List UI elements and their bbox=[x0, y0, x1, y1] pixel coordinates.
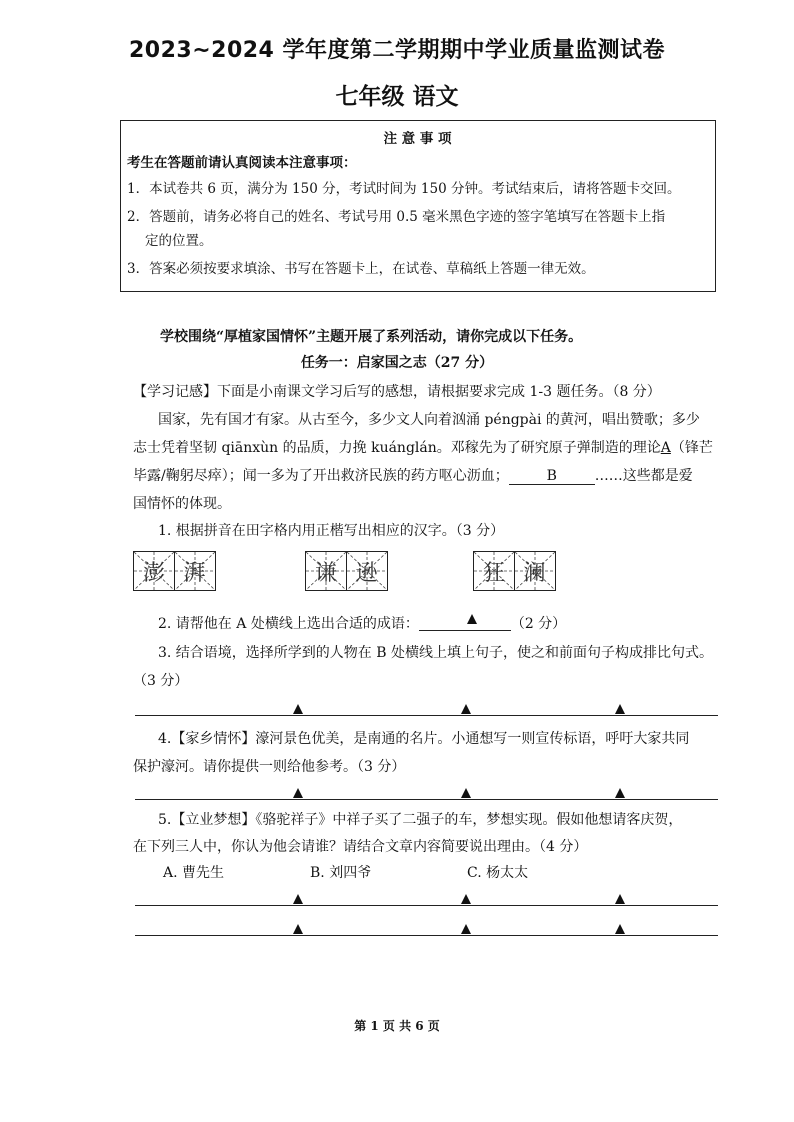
tianzige-cell[interactable] bbox=[174, 551, 216, 591]
question-4-cont: 保护濠河。请你提供一则给他参考。（3 分） bbox=[133, 759, 406, 775]
passage-line-2-tail: （锋芒 bbox=[670, 440, 713, 456]
handwritten-char: 湃 bbox=[183, 560, 206, 586]
task1-title: 任务一：启家国之志（27 分） bbox=[300, 355, 494, 371]
passage-line-2-text: 志士凭着坚韧 qiānxùn 的品质，力挽 kuánglán。邓稼先为了研究原子弹制造的理论 bbox=[133, 440, 661, 456]
question-3-score: （3 分） bbox=[133, 673, 189, 689]
answer-marker-icon bbox=[293, 704, 303, 714]
tianzige-cell[interactable] bbox=[346, 551, 388, 591]
answer-marker-icon bbox=[461, 704, 471, 714]
tianzige-group-3 bbox=[473, 551, 554, 591]
question-1: 1. 根据拼音在田字格内用正楷写出相应的汉字。（3 分） bbox=[158, 523, 505, 539]
answer-marker-icon bbox=[615, 894, 625, 904]
option-c: C. 杨太太 bbox=[467, 865, 529, 881]
notice-item-2: 2．答题前，请务必将自己的姓名、考试号用 0.5 毫米黑色字迹的签字笔填写在答题卡上指 bbox=[127, 209, 666, 225]
tianzige-cell[interactable] bbox=[473, 551, 515, 591]
answer-line-q4[interactable] bbox=[135, 799, 718, 800]
question-4: 4.【家乡情怀】濠河景色优美，是南通的名片。小通想写一则宣传标语，呼吁大家共同 bbox=[158, 731, 690, 747]
answer-line-q5-2[interactable] bbox=[135, 935, 718, 936]
notice-intro: 考生在答题前请认真阅读本注意事项： bbox=[127, 155, 357, 171]
handwritten-char: 谦 bbox=[314, 560, 337, 586]
passage-line-3 bbox=[133, 465, 693, 485]
notice-title: 注 意 事 项 bbox=[383, 131, 452, 147]
option-b: B. 刘四爷 bbox=[310, 865, 372, 881]
handwritten-char: 澎 bbox=[142, 560, 165, 586]
answer-marker-icon bbox=[293, 924, 303, 934]
handwritten-char: 澜 bbox=[523, 560, 546, 586]
blank-a-mark: A bbox=[660, 440, 671, 456]
answer-marker-icon bbox=[467, 614, 477, 624]
tianzige-group-2 bbox=[305, 551, 386, 591]
answer-marker-icon bbox=[293, 788, 303, 798]
passage-line-4: 国情怀的体现。 bbox=[133, 496, 231, 512]
passage-line-2 bbox=[133, 437, 713, 457]
question-2-text: 2. 请帮他在 A 处横线上选出合适的成语： bbox=[158, 616, 419, 632]
answer-blank-a[interactable] bbox=[419, 616, 511, 631]
answer-marker-icon bbox=[461, 788, 471, 798]
intro-line: 学校围绕“厚植家国情怀”主题开展了系列活动，请你完成以下任务。 bbox=[160, 329, 583, 345]
tianzige-cell[interactable] bbox=[305, 551, 347, 591]
tianzige-group-1 bbox=[133, 551, 214, 591]
answer-line-q5-1[interactable] bbox=[135, 905, 718, 906]
answer-marker-icon bbox=[615, 924, 625, 934]
exam-title: 2023~2024 学年度第二学期期中学业质量监测试卷 bbox=[128, 38, 666, 63]
answer-marker-icon bbox=[293, 894, 303, 904]
passage-line-3-tail: ……这些都是爱 bbox=[594, 468, 693, 484]
question-3: 3. 结合语境，选择所学到的人物在 B 处横线上填上句子，使之和前面句子构成排比句式。 bbox=[158, 645, 713, 661]
option-a: A. 曹先生 bbox=[163, 865, 225, 881]
answer-line-q3[interactable] bbox=[135, 715, 718, 716]
blank-b: B bbox=[509, 468, 595, 485]
handwritten-char: 逊 bbox=[355, 560, 378, 586]
question-2-score: （2 分） bbox=[510, 616, 567, 632]
study-intro: 【学习记感】下面是小南课文学习后写的感想，请根据要求完成 1-3 题任务。（8 分） bbox=[133, 384, 661, 400]
page-footer: 第 1 页 共 6 页 bbox=[354, 1019, 440, 1033]
notice-item-1: 1．本试卷共 6 页，满分为 150 分，考试时间为 150 分钟。考试结束后，请将答题卡交回。 bbox=[127, 181, 681, 197]
notice-box bbox=[120, 120, 716, 292]
answer-marker-icon bbox=[615, 704, 625, 714]
passage-line-1: 国家，先有国才有家。从古至今，多少文人向着汹涌 péngpài 的黄河，唱出赞歌；多少 bbox=[158, 412, 700, 428]
handwritten-char: 狂 bbox=[482, 560, 505, 586]
passage-line-3-text: 毕露/鞠躬尽瘁）；闻一多为了开出救济民族的药方呕心沥血； bbox=[133, 468, 509, 484]
notice-item-3: 3．答案必须按要求填涂、书写在答题卡上，在试卷、草稿纸上答题一律无效。 bbox=[127, 261, 595, 277]
notice-item-2-cont: 定的位置。 bbox=[145, 233, 213, 249]
answer-marker-icon bbox=[461, 924, 471, 934]
grade-subject-title: 七年级 语文 bbox=[335, 84, 459, 110]
answer-marker-icon bbox=[615, 788, 625, 798]
question-2 bbox=[158, 613, 566, 633]
question-5: 5.【立业梦想】《骆驼祥子》中祥子买了二强子的车，梦想实现。假如他想请客庆贺， bbox=[158, 812, 683, 828]
tianzige-cell[interactable] bbox=[514, 551, 556, 591]
question-5-cont: 在下列三人中，你认为他会请谁？请结合文章内容简要说出理由。（4 分） bbox=[133, 839, 588, 855]
tianzige-cell[interactable] bbox=[133, 551, 175, 591]
answer-marker-icon bbox=[461, 894, 471, 904]
